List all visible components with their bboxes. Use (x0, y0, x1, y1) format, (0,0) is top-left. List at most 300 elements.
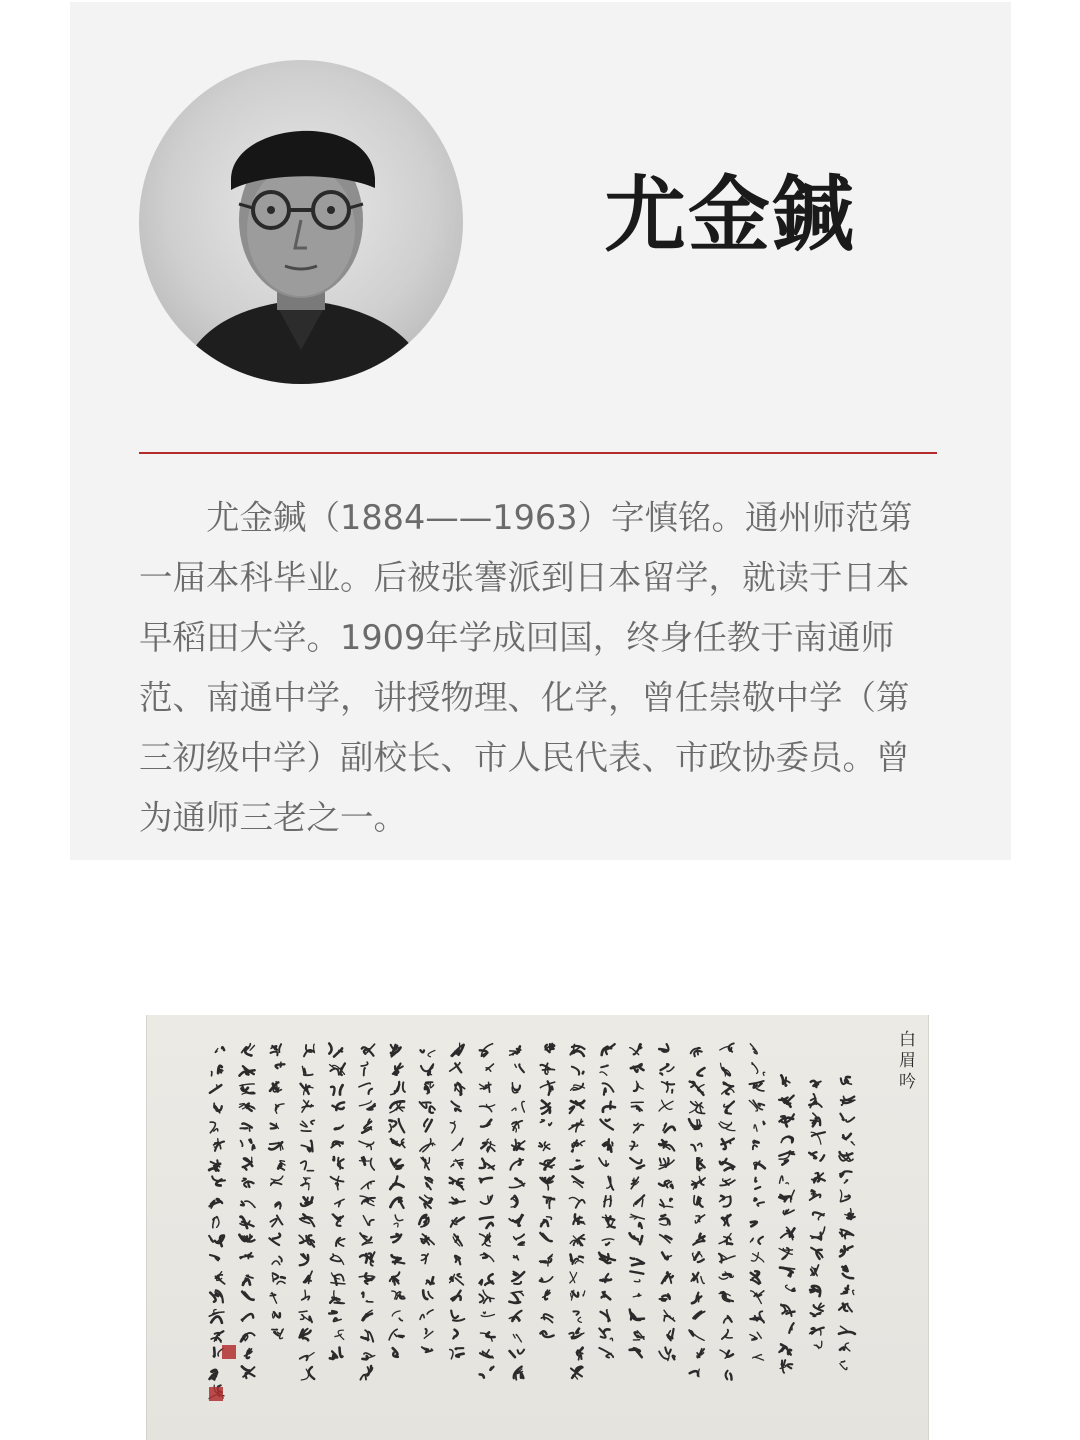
brush-glyph (692, 1176, 705, 1189)
brush-glyph (391, 1234, 401, 1242)
brush-glyph (603, 1102, 615, 1112)
brush-glyph (600, 1274, 611, 1282)
brush-glyph (271, 1044, 282, 1055)
brush-glyph (420, 1050, 435, 1057)
brush-glyph (660, 1235, 672, 1243)
brush-glyph (271, 1176, 283, 1185)
brush-glyph (301, 1084, 313, 1095)
brush-glyph (240, 1253, 253, 1259)
brush-glyph (426, 1277, 434, 1284)
brush-glyph (390, 1197, 403, 1208)
person-name: 尤金鍼 (603, 168, 856, 263)
brush-glyph (841, 1096, 855, 1105)
brush-glyph (425, 1082, 434, 1093)
brush-glyph (480, 1104, 495, 1111)
brush-glyph (514, 1367, 524, 1380)
brush-glyph (811, 1227, 825, 1240)
brush-glyph (813, 1212, 824, 1219)
brush-glyph (781, 1136, 793, 1142)
brush-glyph (726, 1371, 732, 1380)
brush-glyph (779, 1151, 794, 1164)
brush-glyph (512, 1271, 524, 1284)
brush-glyph (359, 1273, 375, 1284)
brush-glyph (697, 1349, 704, 1358)
brush-glyph (631, 1177, 638, 1189)
brush-glyph (211, 1331, 223, 1342)
brush-glyph (390, 1176, 403, 1189)
brush-glyph (577, 1348, 583, 1360)
brush-glyph (755, 1178, 760, 1189)
brush-glyph (599, 1158, 608, 1166)
brush-glyph (451, 1311, 464, 1321)
brush-glyph (721, 1139, 734, 1149)
brush-glyph (451, 1101, 460, 1111)
brush-glyph (541, 1101, 550, 1114)
brush-glyph (301, 1178, 310, 1190)
brush-glyph (270, 1293, 277, 1304)
brush-glyph (210, 1199, 223, 1208)
brush-glyph (539, 1142, 550, 1151)
brush-glyph (215, 1047, 224, 1052)
brush-glyph (689, 1330, 704, 1340)
brush-glyph (486, 1064, 494, 1071)
brush-glyph (840, 1361, 847, 1370)
brush-glyph (659, 1348, 675, 1361)
brush-glyph (329, 1044, 342, 1057)
brush-glyph (720, 1159, 735, 1171)
portrait-photo (139, 60, 463, 384)
brush-glyph (332, 1214, 343, 1226)
brush-glyph (213, 1217, 219, 1228)
brush-glyph (241, 1314, 253, 1321)
brush-glyph (570, 1235, 584, 1246)
brush-glyph (455, 1083, 465, 1095)
brush-glyph (300, 1121, 314, 1132)
brush-glyph (662, 1082, 675, 1093)
brush-glyph (419, 1215, 429, 1227)
brush-glyph (569, 1329, 584, 1339)
brush-glyph (720, 1043, 734, 1051)
brush-glyph (749, 1100, 764, 1111)
brush-glyph (362, 1044, 375, 1056)
brush-glyph (480, 1350, 493, 1358)
brush-glyph (455, 1256, 460, 1265)
brush-glyph (751, 1291, 764, 1304)
brush-glyph (304, 1044, 315, 1056)
brush-glyph (302, 1066, 312, 1075)
brush-glyph (689, 1119, 701, 1129)
brush-glyph (571, 1290, 585, 1300)
brush-glyph (299, 1235, 314, 1246)
brush-glyph (509, 1291, 523, 1303)
brush-glyph (452, 1138, 463, 1150)
brush-glyph (209, 1310, 224, 1323)
brush-glyph (330, 1063, 346, 1075)
brush-glyph (331, 1273, 345, 1285)
brush-glyph (244, 1349, 251, 1358)
brush-glyph (724, 1102, 734, 1114)
brush-glyph (509, 1215, 523, 1226)
brush-glyph (572, 1067, 584, 1075)
brush-glyph (719, 1272, 733, 1279)
brush-glyph (779, 1344, 791, 1355)
brush-glyph (541, 1217, 552, 1227)
brush-glyph (510, 1159, 523, 1170)
brush-glyph (573, 1214, 585, 1224)
brush-glyph (754, 1161, 765, 1169)
brush-glyph (360, 1233, 372, 1245)
brush-glyph (479, 1274, 493, 1285)
brush-glyph (514, 1256, 519, 1260)
brush-glyph (335, 1199, 344, 1206)
brush-glyph (751, 1271, 760, 1284)
brush-glyph (509, 1311, 521, 1322)
brush-glyph (600, 1119, 613, 1129)
brush-glyph (335, 1125, 343, 1129)
brush-glyph (451, 1043, 464, 1056)
brush-glyph (272, 1257, 282, 1265)
brush-glyph (572, 1140, 585, 1152)
brush-glyph (513, 1334, 521, 1342)
brush-glyph (420, 1139, 435, 1152)
brush-glyph (602, 1044, 615, 1055)
brush-glyph (451, 1291, 460, 1301)
brush-glyph (449, 1197, 465, 1203)
brush-glyph (480, 1082, 491, 1092)
brush-glyph (659, 1158, 674, 1169)
brush-glyph (362, 1292, 373, 1301)
brush-glyph (541, 1063, 555, 1074)
brush-glyph (359, 1083, 372, 1094)
brush-glyph (210, 1370, 218, 1380)
brush-glyph (599, 1253, 615, 1264)
brush-glyph (540, 1081, 554, 1095)
brush-glyph (810, 1286, 820, 1296)
brush-glyph (660, 1064, 674, 1075)
brush-glyph (691, 1143, 702, 1150)
brush-glyph (391, 1082, 405, 1095)
brush-glyph (841, 1077, 852, 1084)
brush-glyph (839, 1326, 855, 1334)
brush-glyph (330, 1291, 344, 1304)
brush-glyph (273, 1312, 280, 1318)
brush-glyph (662, 1272, 673, 1283)
brush-glyph (570, 1045, 584, 1057)
brush-glyph (450, 1178, 464, 1190)
brush-glyph (810, 1113, 820, 1126)
brush-glyph (390, 1101, 404, 1112)
brush-glyph (780, 1267, 795, 1276)
brush-glyph (541, 1314, 552, 1322)
brush-glyph (512, 1083, 520, 1093)
brush-glyph (242, 1292, 253, 1300)
brush-glyph (331, 1085, 343, 1095)
brush-glyph (544, 1197, 555, 1209)
brush-glyph (779, 1190, 794, 1202)
brush-glyph (697, 1068, 704, 1076)
brush-glyph (389, 1119, 404, 1132)
brush-glyph (480, 1332, 494, 1341)
brush-glyph (270, 1082, 281, 1092)
brush-glyph (360, 1366, 372, 1380)
brush-glyph (480, 1159, 495, 1170)
brush-glyph (240, 1066, 255, 1075)
brush-glyph (724, 1316, 732, 1323)
brush-glyph (692, 1293, 702, 1304)
brush-glyph (480, 1217, 493, 1228)
brush-glyph (840, 1114, 854, 1122)
brush-glyph (240, 1084, 255, 1094)
portrait-illustration (139, 60, 463, 384)
brush-glyph (570, 1160, 583, 1169)
brush-glyph (630, 1214, 644, 1228)
brush-glyph (603, 1139, 613, 1152)
brush-glyph (719, 1254, 735, 1263)
brush-glyph (634, 1081, 643, 1091)
brush-glyph (300, 1329, 311, 1341)
brush-glyph (450, 1274, 464, 1285)
brush-glyph (811, 1132, 825, 1144)
brush-glyph (421, 1234, 434, 1245)
brush-glyph (695, 1215, 704, 1223)
brush-glyph (571, 1255, 584, 1264)
brush-glyph (840, 1246, 853, 1256)
brush-glyph (275, 1104, 284, 1114)
brush-glyph (359, 1157, 374, 1170)
brush-glyph (839, 1304, 852, 1312)
brush-glyph (607, 1177, 614, 1190)
brush-glyph (664, 1310, 675, 1321)
brush-glyph (511, 1196, 517, 1207)
brush-glyph (630, 1348, 642, 1357)
brush-glyph (634, 1123, 644, 1132)
brush-glyph (272, 1329, 283, 1339)
brush-glyph (361, 1181, 374, 1189)
brush-glyph (811, 1265, 819, 1276)
brush-glyph (510, 1350, 524, 1357)
brush-glyph (278, 1161, 285, 1170)
brush-glyph (840, 1171, 852, 1183)
brush-glyph (300, 1353, 314, 1361)
brush-glyph (361, 1062, 368, 1075)
brush-glyph (750, 1044, 757, 1054)
brush-glyph (239, 1104, 255, 1111)
brush-glyph (602, 1239, 614, 1245)
brush-glyph (512, 1101, 525, 1112)
brush-glyph (600, 1065, 608, 1075)
brush-glyph (300, 1254, 309, 1265)
brush-glyph (667, 1329, 674, 1341)
brush-glyph (331, 1176, 344, 1189)
brush-glyph (451, 1160, 463, 1169)
brush-glyph (421, 1158, 430, 1170)
brush-glyph (360, 1252, 375, 1265)
brush-glyph (420, 1102, 435, 1113)
brush-glyph (604, 1196, 612, 1207)
brush-glyph (451, 1218, 464, 1227)
brush-glyph (811, 1081, 821, 1087)
brush-glyph (513, 1234, 524, 1245)
brush-glyph (569, 1119, 584, 1132)
brush-glyph (631, 1258, 645, 1265)
brush-glyph (393, 1348, 398, 1357)
brush-glyph (269, 1142, 283, 1150)
brush-glyph (840, 1343, 850, 1351)
calligraphy-title: 白眉吟 (895, 1030, 915, 1093)
brush-glyph (691, 1273, 704, 1284)
brush-glyph (215, 1272, 224, 1284)
brush-glyph (662, 1253, 671, 1260)
brush-glyph (697, 1158, 705, 1171)
brush-glyph (242, 1178, 253, 1187)
brush-glyph (212, 1066, 223, 1076)
brush-glyph (599, 1329, 612, 1341)
brush-glyph (361, 1330, 373, 1341)
brush-glyph (660, 1294, 671, 1301)
seal-stamp (209, 1387, 223, 1401)
brush-glyph (690, 1102, 705, 1114)
brush-glyph (362, 1310, 372, 1320)
brush-glyph (753, 1355, 764, 1361)
brush-glyph (842, 1134, 854, 1145)
brush-glyph (359, 1101, 375, 1110)
brush-glyph (210, 1255, 219, 1261)
brush-glyph (336, 1238, 345, 1246)
brush-glyph (840, 1190, 850, 1202)
brush-glyph (633, 1331, 644, 1340)
brush-glyph (391, 1159, 403, 1169)
brush-glyph (480, 1044, 493, 1057)
brush-glyph (512, 1140, 525, 1150)
biography-text: 尤金鍼（1884——1963）字慎铭。通州师范第一届本科毕业。后被张謇派到日本留学，就读于日本早稻田大学。1909年学成回国，终身任教于南通师范、南通中学，讲授物理、化学，曾任崇敬中学（第三初级中学）副校长、市人民代表、市政协委员。曾为通师三老之一。 (139, 498, 913, 837)
brush-glyph (659, 1044, 668, 1052)
brush-glyph (270, 1216, 282, 1227)
brush-glyph (785, 1285, 794, 1291)
calligraphy-scroll-image (146, 1015, 929, 1440)
brush-glyph (543, 1290, 551, 1299)
brush-glyph (510, 1046, 521, 1055)
calligraphy-strokes (147, 1015, 928, 1440)
brush-glyph (694, 1196, 703, 1207)
brush-glyph (392, 1255, 405, 1263)
brush-glyph (753, 1141, 759, 1150)
brush-glyph (601, 1292, 610, 1300)
brush-glyph (240, 1123, 252, 1131)
brush-glyph (722, 1330, 732, 1339)
brush-glyph (754, 1122, 765, 1132)
brush-glyph (391, 1138, 405, 1147)
brush-glyph (811, 1303, 824, 1316)
brush-glyph (210, 1290, 223, 1302)
brush-glyph (810, 1190, 821, 1200)
brush-glyph (481, 1195, 493, 1204)
brush-glyph (750, 1081, 764, 1091)
brush-glyph (330, 1254, 343, 1265)
brush-glyph (479, 1290, 494, 1303)
brush-glyph (630, 1158, 644, 1168)
brush-glyph (362, 1119, 372, 1133)
brush-glyph (453, 1234, 462, 1246)
brush-glyph (276, 1062, 285, 1068)
brush-glyph (424, 1329, 433, 1338)
brush-glyph (841, 1286, 854, 1295)
brush-glyph (751, 1253, 763, 1263)
brush-glyph (630, 1142, 638, 1150)
brush-glyph (721, 1063, 731, 1076)
brush-glyph (209, 1160, 220, 1170)
brush-glyph (301, 1141, 312, 1152)
brush-glyph (450, 1121, 455, 1133)
brush-glyph (299, 1311, 312, 1322)
brush-glyph (570, 1101, 585, 1113)
brush-glyph (540, 1120, 551, 1126)
brush-glyph (842, 1266, 853, 1278)
brush-glyph (789, 1323, 794, 1333)
brush-glyph (812, 1173, 825, 1183)
brush-glyph (840, 1229, 854, 1238)
brush-glyph (329, 1311, 341, 1321)
brush-glyph (241, 1140, 255, 1150)
brush-glyph (631, 1064, 644, 1072)
brush-glyph (239, 1235, 254, 1242)
brush-glyph (450, 1348, 464, 1359)
brush-glyph (539, 1277, 552, 1282)
brush-glyph (602, 1215, 614, 1227)
brush-glyph (660, 1199, 673, 1208)
brush-glyph (272, 1273, 285, 1284)
brush-glyph (599, 1348, 613, 1358)
brush-glyph (540, 1158, 555, 1169)
brush-glyph (839, 1152, 853, 1161)
section-divider (139, 452, 937, 454)
brush-glyph (242, 1367, 255, 1379)
brush-glyph (421, 1064, 433, 1075)
brush-glyph (210, 1085, 222, 1093)
brush-glyph (573, 1311, 581, 1322)
brush-glyph (509, 1178, 524, 1187)
brush-glyph (479, 1178, 492, 1183)
brush-glyph (571, 1367, 582, 1380)
brush-glyph (389, 1329, 404, 1340)
brush-glyph (300, 1214, 315, 1226)
brush-glyph (781, 1305, 794, 1317)
brush-glyph (242, 1044, 255, 1056)
brush-glyph (694, 1312, 705, 1320)
brush-glyph (214, 1103, 222, 1112)
brush-glyph (331, 1141, 343, 1147)
brush-glyph (750, 1311, 764, 1322)
brush-glyph (603, 1083, 614, 1094)
brush-glyph (751, 1221, 757, 1226)
brush-glyph (304, 1271, 312, 1283)
brush-glyph (330, 1348, 343, 1360)
brush-glyph (631, 1102, 643, 1111)
brush-glyph (393, 1064, 403, 1075)
brush-glyph (630, 1309, 644, 1320)
brush-glyph (720, 1196, 731, 1207)
brush-glyph (271, 1123, 279, 1128)
seal-stamp (222, 1345, 236, 1359)
brush-glyph (243, 1157, 253, 1169)
brush-glyph (845, 1209, 855, 1219)
brush-glyph (601, 1310, 611, 1321)
brush-glyph (275, 1202, 281, 1208)
brush-glyph (781, 1075, 790, 1086)
brush-glyph (750, 1332, 762, 1340)
brush-glyph (750, 1237, 763, 1244)
brush-glyph (783, 1210, 794, 1215)
brush-glyph (394, 1215, 403, 1227)
